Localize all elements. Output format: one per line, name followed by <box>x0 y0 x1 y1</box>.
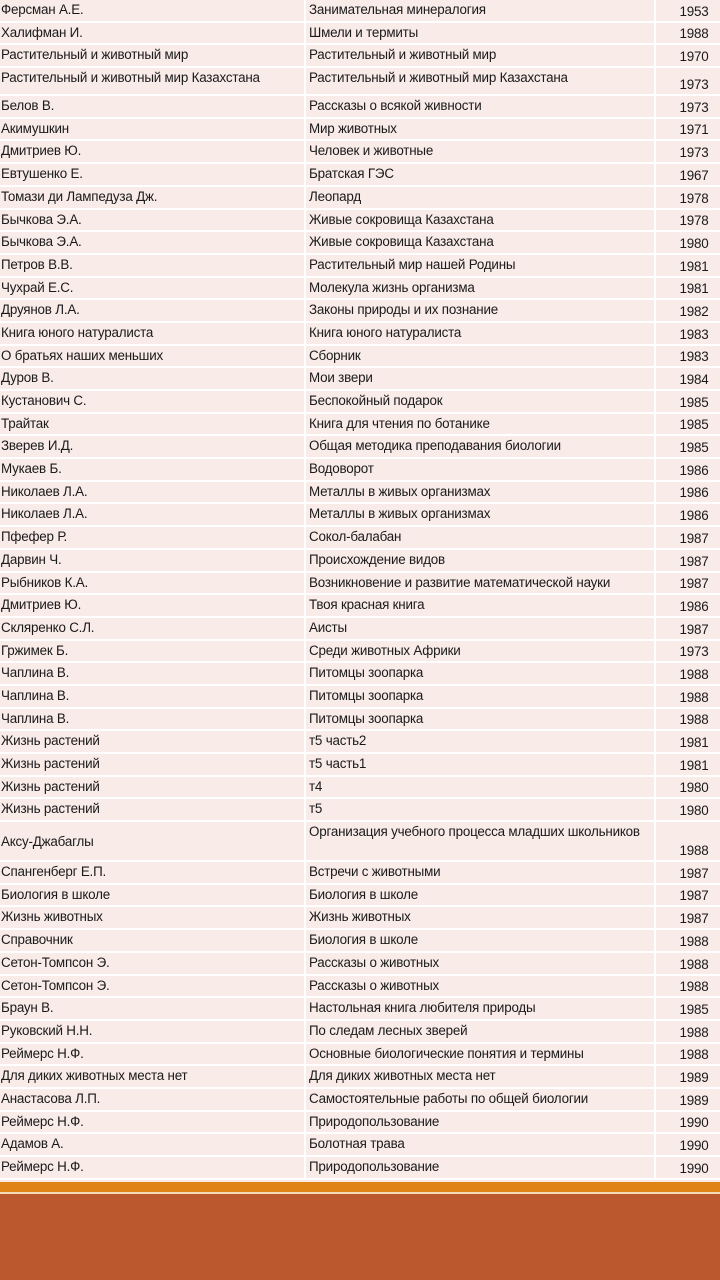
book-title-cell: Братская ГЭС <box>305 163 655 186</box>
book-year-cell: 1985 <box>655 413 720 436</box>
book-title-cell: Металлы в живых организмах <box>305 481 655 504</box>
book-author-cell: Жизнь растений <box>0 753 305 776</box>
book-author-cell: Дмитриев Ю. <box>0 594 305 617</box>
book-author-cell: Трайтак <box>0 413 305 436</box>
book-author-cell: Чаплина В. <box>0 662 305 685</box>
table-row <box>0 0 720 22</box>
book-author-cell: Друянов Л.А. <box>0 299 305 322</box>
book-year-cell: 1983 <box>655 345 720 368</box>
book-title-cell: Законы природы и их познание <box>305 299 655 322</box>
table-row <box>0 503 720 526</box>
table-row <box>0 1156 720 1179</box>
book-author-cell: Спангенберг Е.П. <box>0 861 305 884</box>
table-row <box>0 299 720 322</box>
book-author-cell: Жизнь животных <box>0 906 305 929</box>
book-title-cell: Сборник <box>305 345 655 368</box>
book-year-cell: 1987 <box>655 884 720 907</box>
table-row <box>0 458 720 481</box>
table-row <box>0 254 720 277</box>
book-year-cell: 1988 <box>655 929 720 952</box>
book-year-cell: 1970 <box>655 44 720 67</box>
book-title-cell: Растительный мир нашей Родины <box>305 254 655 277</box>
book-author-cell: Белов В. <box>0 95 305 118</box>
book-author-cell: Гржимек Б. <box>0 640 305 663</box>
book-title-cell: Встречи с животными <box>305 861 655 884</box>
table-row <box>0 44 720 67</box>
book-title-cell: Питомцы зоопарка <box>305 685 655 708</box>
book-author-cell: Мукаев Б. <box>0 458 305 481</box>
book-title-cell: Рассказы о всякой живности <box>305 95 655 118</box>
book-year-cell: 1983 <box>655 322 720 345</box>
book-title-cell: Аисты <box>305 617 655 640</box>
table-row <box>0 186 720 209</box>
book-year-cell: 1980 <box>655 776 720 799</box>
book-title-cell: Растительный и животный мир Казахстана <box>305 67 655 95</box>
book-year-cell: 1987 <box>655 906 720 929</box>
book-title-cell: Возникновение и развитие математической науки <box>305 572 655 595</box>
table-row <box>0 662 720 685</box>
book-author-cell: Дуров В. <box>0 367 305 390</box>
book-title-cell: Настольная книга любителя природы <box>305 997 655 1020</box>
book-author-cell: Книга юного натуралиста <box>0 322 305 345</box>
book-title-cell: Сокол-балабан <box>305 526 655 549</box>
book-year-cell: 1990 <box>655 1156 720 1179</box>
table-row <box>0 231 720 254</box>
table-row <box>0 776 720 799</box>
table-row <box>0 572 720 595</box>
book-year-cell: 1988 <box>655 821 720 861</box>
table-row <box>0 209 720 232</box>
table-row <box>0 1088 720 1111</box>
table-row <box>0 1065 720 1088</box>
book-title-cell: Шмели и термиты <box>305 22 655 45</box>
book-year-cell: 1988 <box>655 975 720 998</box>
book-title-cell: Природопользование <box>305 1111 655 1134</box>
book-author-cell: Петров В.В. <box>0 254 305 277</box>
book-author-cell: Справочник <box>0 929 305 952</box>
book-year-cell: 1985 <box>655 435 720 458</box>
book-title-cell: Питомцы зоопарка <box>305 662 655 685</box>
table-row <box>0 952 720 975</box>
book-year-cell: 1987 <box>655 617 720 640</box>
book-author-cell: Николаев Л.А. <box>0 503 305 526</box>
book-author-cell: Аксу-Джабаглы <box>0 821 305 861</box>
table-row <box>0 322 720 345</box>
book-year-cell: 1989 <box>655 1065 720 1088</box>
table-row <box>0 975 720 998</box>
book-author-cell: Реймерс Н.Ф. <box>0 1156 305 1179</box>
book-author-cell: Евтушенко Е. <box>0 163 305 186</box>
table-row <box>0 435 720 458</box>
book-author-cell: Рыбников К.А. <box>0 572 305 595</box>
book-title-cell: Основные биологические понятия и термины <box>305 1043 655 1066</box>
book-author-cell: Бычкова Э.А. <box>0 231 305 254</box>
book-year-cell: 1988 <box>655 22 720 45</box>
book-title-cell: Происхождение видов <box>305 549 655 572</box>
book-author-cell: Для диких животных места нет <box>0 1065 305 1088</box>
book-title-cell: т5 часть2 <box>305 730 655 753</box>
table-row <box>0 22 720 45</box>
book-author-cell: Кустанович С. <box>0 390 305 413</box>
footer-accent-band <box>0 1182 720 1192</box>
table-row <box>0 1020 720 1043</box>
book-title-cell: Для диких животных места нет <box>305 1065 655 1088</box>
book-author-cell: Чухрай Е.С. <box>0 277 305 300</box>
book-title-cell: Водоворот <box>305 458 655 481</box>
book-title-cell: Книга юного натуралиста <box>305 322 655 345</box>
book-author-cell: Николаев Л.А. <box>0 481 305 504</box>
table-row <box>0 526 720 549</box>
book-title-cell: Леопард <box>305 186 655 209</box>
table-row <box>0 594 720 617</box>
book-title-cell: Питомцы зоопарка <box>305 708 655 731</box>
book-year-cell: 1988 <box>655 1043 720 1066</box>
book-title-cell: Книга для чтения по ботанике <box>305 413 655 436</box>
table-row <box>0 549 720 572</box>
book-year-cell: 1987 <box>655 526 720 549</box>
book-year-cell: 1988 <box>655 1020 720 1043</box>
book-year-cell: 1981 <box>655 277 720 300</box>
book-author-cell: Сетон-Томпсон Э. <box>0 952 305 975</box>
book-year-cell: 1978 <box>655 186 720 209</box>
table-row <box>0 163 720 186</box>
book-title-cell: Живые сокровища Казахстана <box>305 231 655 254</box>
book-year-cell: 1988 <box>655 952 720 975</box>
book-author-cell: Ферсман А.Е. <box>0 0 305 22</box>
book-title-cell: Организация учебного процесса младших школьников <box>305 821 655 861</box>
table-row <box>0 1111 720 1134</box>
book-year-cell: 1988 <box>655 685 720 708</box>
book-author-cell: Жизнь растений <box>0 776 305 799</box>
book-title-cell: Человек и животные <box>305 140 655 163</box>
book-title-cell: Занимательная минералогия <box>305 0 655 22</box>
book-author-cell: Биология в школе <box>0 884 305 907</box>
book-year-cell: 1990 <box>655 1111 720 1134</box>
table-row <box>0 617 720 640</box>
table-row <box>0 929 720 952</box>
book-author-cell: Руковский Н.Н. <box>0 1020 305 1043</box>
table-row <box>0 997 720 1020</box>
book-year-cell: 1981 <box>655 730 720 753</box>
book-year-cell: 1971 <box>655 118 720 141</box>
book-title-cell: Жизнь животных <box>305 906 655 929</box>
table-row <box>0 884 720 907</box>
book-year-cell: 1987 <box>655 861 720 884</box>
book-year-cell: 1986 <box>655 594 720 617</box>
table-row <box>0 685 720 708</box>
table-row <box>0 481 720 504</box>
book-year-cell: 1973 <box>655 95 720 118</box>
table-row <box>0 753 720 776</box>
table-row <box>0 708 720 731</box>
book-title-cell: Металлы в живых организмах <box>305 503 655 526</box>
book-year-cell: 1982 <box>655 299 720 322</box>
book-year-cell: 1986 <box>655 503 720 526</box>
book-author-cell: Чаплина В. <box>0 708 305 731</box>
book-year-cell: 1980 <box>655 798 720 821</box>
table-row <box>0 1043 720 1066</box>
footer-block <box>0 1194 720 1280</box>
book-title-cell: Твоя красная книга <box>305 594 655 617</box>
book-author-cell: Зверев И.Д. <box>0 435 305 458</box>
book-year-cell: 1981 <box>655 254 720 277</box>
table-row <box>0 277 720 300</box>
book-year-cell: 1988 <box>655 708 720 731</box>
book-title-cell: Мир животных <box>305 118 655 141</box>
book-author-cell: Акимушкин <box>0 118 305 141</box>
book-title-cell: т5 <box>305 798 655 821</box>
book-author-cell: Халифман И. <box>0 22 305 45</box>
book-title-cell: Мои звери <box>305 367 655 390</box>
table-row <box>0 367 720 390</box>
book-title-cell: т5 часть1 <box>305 753 655 776</box>
book-title-cell: Биология в школе <box>305 929 655 952</box>
table-row <box>0 906 720 929</box>
book-author-cell: Браун В. <box>0 997 305 1020</box>
book-year-cell: 1987 <box>655 572 720 595</box>
book-year-cell: 1953 <box>655 0 720 22</box>
book-year-cell: 1988 <box>655 662 720 685</box>
book-author-cell: Жизнь растений <box>0 798 305 821</box>
book-year-cell: 1973 <box>655 140 720 163</box>
book-year-cell: 1967 <box>655 163 720 186</box>
book-author-cell: Скляренко С.Л. <box>0 617 305 640</box>
table-row <box>0 821 720 861</box>
book-year-cell: 1986 <box>655 458 720 481</box>
book-title-cell: Живые сокровища Казахстана <box>305 209 655 232</box>
book-title-cell: Среди животных Африки <box>305 640 655 663</box>
table-row <box>0 95 720 118</box>
book-title-cell: т4 <box>305 776 655 799</box>
table-row <box>0 730 720 753</box>
table-row <box>0 798 720 821</box>
table-row <box>0 1133 720 1156</box>
book-title-cell: Молекула жизнь организма <box>305 277 655 300</box>
book-author-cell: Анастасова Л.П. <box>0 1088 305 1111</box>
book-title-cell: Самостоятельные работы по общей биологии <box>305 1088 655 1111</box>
book-year-cell: 1986 <box>655 481 720 504</box>
book-year-cell: 1987 <box>655 549 720 572</box>
book-author-cell: Реймерс Н.Ф. <box>0 1111 305 1134</box>
book-year-cell: 1984 <box>655 367 720 390</box>
book-title-cell: Природопользование <box>305 1156 655 1179</box>
book-title-cell: По следам лесных зверей <box>305 1020 655 1043</box>
table-row <box>0 390 720 413</box>
book-author-cell: Пфефер Р. <box>0 526 305 549</box>
book-author-cell: Томази ди Лампедуза Дж. <box>0 186 305 209</box>
book-author-cell: Жизнь растений <box>0 730 305 753</box>
book-author-cell: Растительный и животный мир Казахстана <box>0 67 305 95</box>
book-title-cell: Биология в школе <box>305 884 655 907</box>
book-author-cell: Сетон-Томпсон Э. <box>0 975 305 998</box>
book-year-cell: 1985 <box>655 390 720 413</box>
book-year-cell: 1973 <box>655 640 720 663</box>
book-title-cell: Растительный и животный мир <box>305 44 655 67</box>
book-year-cell: 1989 <box>655 1088 720 1111</box>
table-row <box>0 67 720 95</box>
table-row <box>0 640 720 663</box>
book-year-cell: 1981 <box>655 753 720 776</box>
table-row <box>0 861 720 884</box>
book-title-cell: Рассказы о животных <box>305 952 655 975</box>
book-year-cell: 1978 <box>655 209 720 232</box>
book-title-cell: Беспокойный подарок <box>305 390 655 413</box>
table-row <box>0 118 720 141</box>
book-year-cell: 1973 <box>655 67 720 95</box>
book-author-cell: Дарвин Ч. <box>0 549 305 572</box>
book-author-cell: Адамов А. <box>0 1133 305 1156</box>
book-title-cell: Рассказы о животных <box>305 975 655 998</box>
book-author-cell: Растительный и животный мир <box>0 44 305 67</box>
book-author-cell: Реймерс Н.Ф. <box>0 1043 305 1066</box>
table-row <box>0 140 720 163</box>
book-year-cell: 1980 <box>655 231 720 254</box>
book-author-cell: Чаплина В. <box>0 685 305 708</box>
book-title-cell: Болотная трава <box>305 1133 655 1156</box>
book-year-cell: 1985 <box>655 997 720 1020</box>
table-row <box>0 345 720 368</box>
book-author-cell: Бычкова Э.А. <box>0 209 305 232</box>
book-author-cell: О братьях наших меньших <box>0 345 305 368</box>
book-year-cell: 1990 <box>655 1133 720 1156</box>
book-title-cell: Общая методика преподавания биологии <box>305 435 655 458</box>
table-row <box>0 413 720 436</box>
book-author-cell: Дмитриев Ю. <box>0 140 305 163</box>
